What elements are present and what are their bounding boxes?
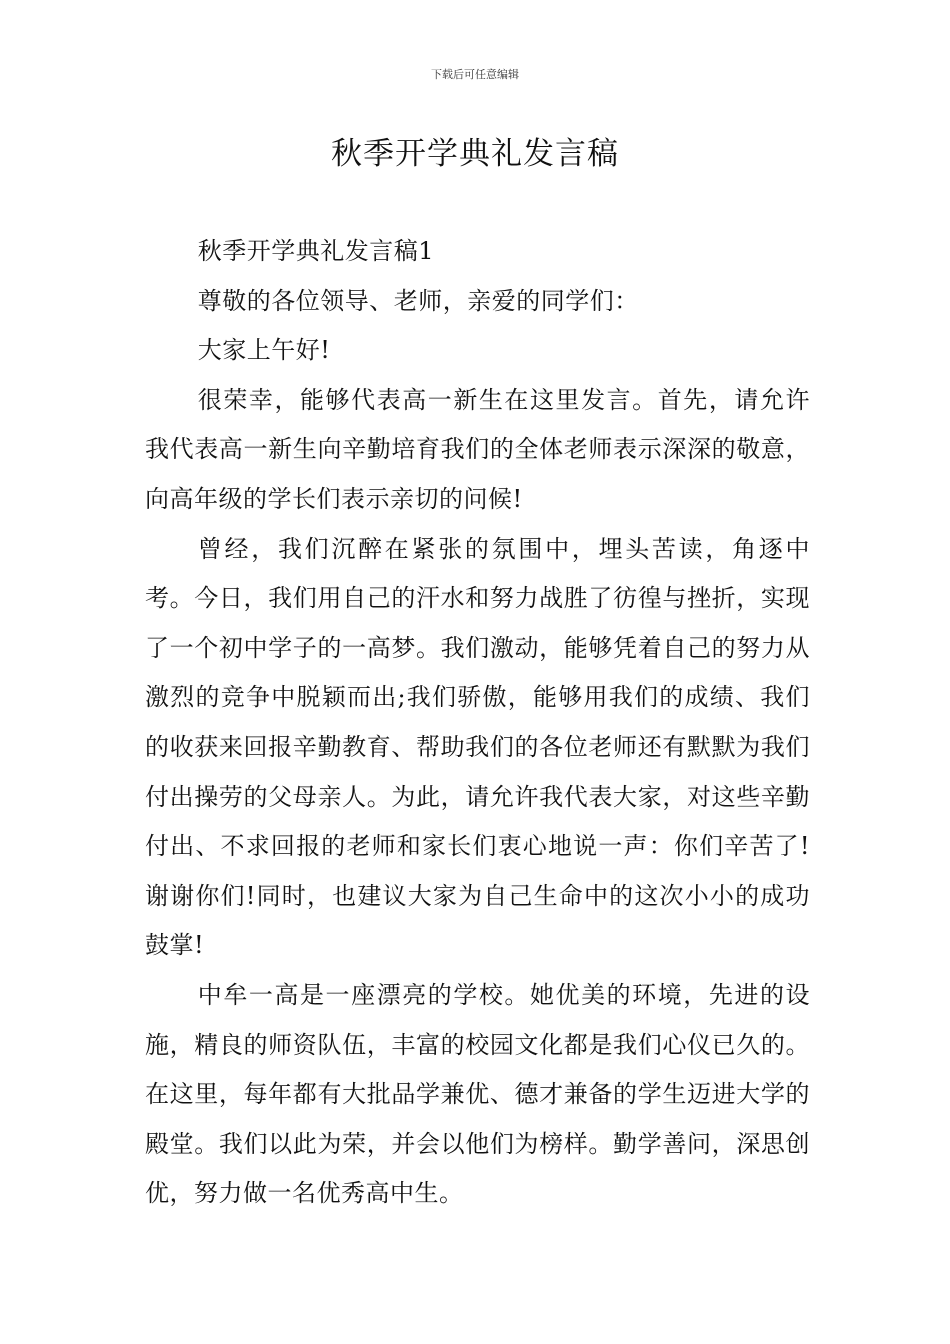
paragraph: 大家上午好!	[197, 336, 331, 365]
header-note: 下载后可任意编辑	[431, 68, 519, 81]
paragraph: 尊敬的各位领导、老师，亲爱的同学们：	[197, 286, 639, 315]
document-body	[145, 227, 810, 1219]
page-title: 秋季开学典礼发言稿	[331, 136, 619, 172]
paragraph: 秋季开学典礼发言稿1	[197, 237, 435, 265]
paragraph: 很荣幸，能够代表高一新生在这里发言。首先，请允许我代表高一新生向辛勤培育我们的全体老师表示深深的敬意，向高年级的学长们表示亲切的问候!	[145, 385, 810, 513]
paragraph: 中牟一高是一座漂亮的学校。她优美的环境，先进的设施，精良的师资队伍，丰富的校园文化都是我们心仪已久的。在这里，每年都有大批品学兼优、德才兼备的学生迈进大学的殿堂。我们以此为荣，并会以他们为榜样。勤学善问，深思创优，努力做一名优秀高中生。	[145, 980, 810, 1208]
paragraph: 曾经，我们沉醉在紧张的氛围中，埋头苦读，角逐中考。今日，我们用自己的汗水和努力战胜了彷徨与挫折，实现了一个初中学子的一高梦。我们激动，能够凭着自己的努力从激烈的竞争中脱颖而出;我们骄傲，能够用我们的成绩、我们的收获来回报辛勤教育、帮助我们的各位老师还有默默为我们付出操劳的父母亲人。为此，请允许我代表大家，对这些辛勤付出、不求回报的老师和家长们衷心地说一声：你们辛苦了!谢谢你们!同时，也建议大家为自己生命中的这次小小的成功鼓掌!	[145, 534, 810, 960]
